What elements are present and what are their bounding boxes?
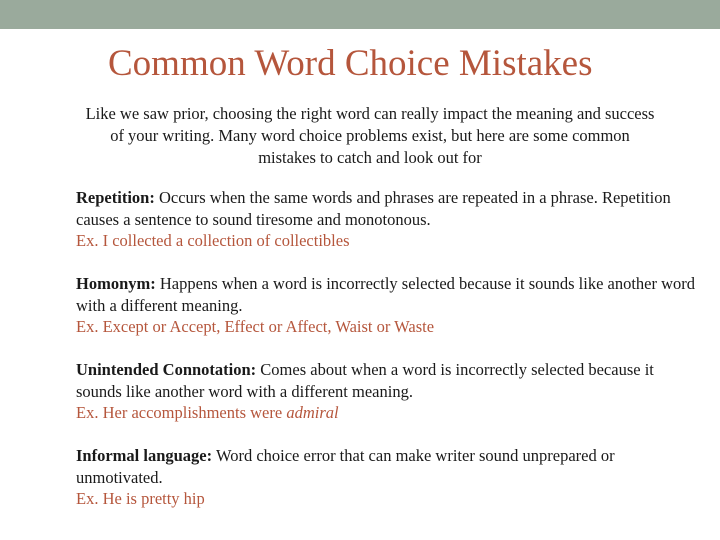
entry-example-wrapper	[76, 402, 696, 424]
entry-definition: Word choice error that can make writer sound unprepared or unmotivated.	[76, 446, 615, 487]
entry-term: Informal language:	[76, 446, 213, 465]
entry-term: Unintended Connotation:	[76, 360, 257, 379]
entry-informal-language	[76, 445, 696, 531]
entry-definition: Comes about when a word is incorrectly selected because it sounds like another word with a different meaning.	[76, 360, 654, 401]
slide-title: Common Word Choice Mistakes	[108, 43, 593, 84]
entry-definition: Occurs when the same words and phrases are repeated in a phrase. Repetition causes a sentence to sound tiresome and monotonous.	[76, 188, 671, 229]
entry-example: Ex. Except or Accept, Effect or Affect, Waist or Waste	[76, 317, 435, 336]
entry-definition: Happens when a word is incorrectly selected because it sounds like another word with a different meaning.	[76, 274, 696, 315]
entry-term: Homonym:	[76, 274, 156, 293]
entry-example: Ex. Her accomplishments were	[76, 403, 287, 422]
top-decorative-band	[0, 0, 720, 29]
entry-homonym	[76, 273, 696, 359]
mistake-list	[76, 187, 696, 531]
entry-example: Ex. He is pretty hip	[76, 489, 205, 508]
entry-example: Ex. I collected a collection of collectibles	[76, 231, 350, 250]
entry-example-italic: admiral	[286, 403, 339, 422]
intro-paragraph: Like we saw prior, choosing the right word can really impact the meaning and success of your writing. Many word choice problems exist, but here are some common mistakes to catch and look out for	[85, 104, 655, 167]
entry-term: Repetition:	[76, 188, 155, 207]
entry-repetition	[76, 187, 696, 273]
entry-unintended-connotation	[76, 359, 696, 445]
